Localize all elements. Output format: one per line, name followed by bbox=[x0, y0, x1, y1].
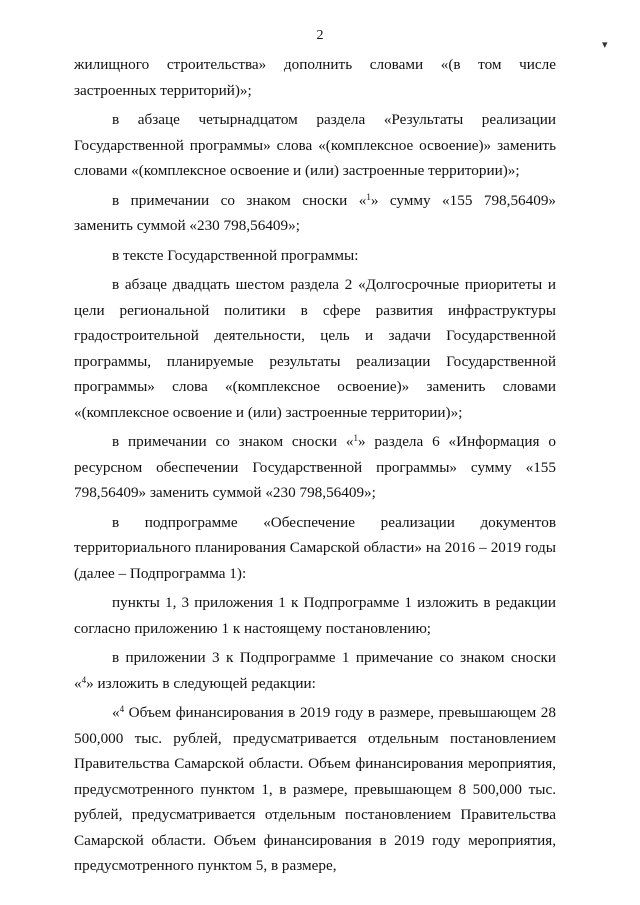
paragraph-2 bbox=[74, 107, 556, 184]
paragraph-3 bbox=[74, 188, 556, 239]
paragraph-text: в абзаце двадцать шестом раздела 2 «Долгосрочные приоритеты и цели региональной политики в сфере развития инфраструктуры градостроительной деятельности, цель и задачи Государственной программы, планируемые результаты реализации Государственной программы» слова «(комплексное освоение)» заменить словами «(комплексное освоение и (или) застроенные территории)»; bbox=[74, 276, 556, 421]
paragraph-9 bbox=[74, 645, 556, 696]
paragraph-text: в абзаце четырнадцатом раздела «Результаты реализации Государственной программы» слова «(комплексное освоение)» заменить словами «(комплексное освоение и (или) застроенные территории)»; bbox=[74, 111, 556, 179]
page-number: 2 bbox=[316, 28, 324, 43]
paragraph-text: в приложении 3 к Подпрограмме 1 примечание со знаком сноски « bbox=[74, 649, 556, 692]
paragraph-text: » раздела 6 «Информация о ресурсном обеспечении Государственной программы» сумму «155 798,56409» заменить суммой «230 798,56409»; bbox=[74, 433, 556, 501]
paragraph-text: в тексте Государственной программы: bbox=[112, 246, 359, 264]
footnote-mark: 1 bbox=[366, 191, 371, 202]
paragraph-text: в примечании со знаком сноски « bbox=[112, 191, 367, 209]
paragraph-text: в подпрограмме «Обеспечение реализации документов территориального планирования Самарской области» на 2016 – 2019 годы (далее – Подпрограмма 1): bbox=[74, 513, 556, 582]
footnote-mark: 4 bbox=[119, 704, 125, 714]
paragraph-7 bbox=[74, 510, 556, 587]
paragraph-text: « bbox=[112, 704, 120, 721]
paragraph-text: жилищного строительства» дополнить словами «(в том числе застроенных территорий)»; bbox=[74, 56, 556, 99]
paragraph-4 bbox=[74, 243, 556, 269]
paragraph-5 bbox=[74, 272, 556, 425]
footnote-mark: 4 bbox=[81, 674, 87, 685]
paragraph-6 bbox=[74, 429, 556, 506]
document-body bbox=[74, 52, 556, 883]
paragraph-1 bbox=[74, 52, 556, 103]
paragraph-8 bbox=[74, 590, 556, 641]
paragraph-text: пункты 1, 3 приложения 1 к Подпрограмме 1 изложить в редакции согласно приложению 1 к настоящему постановлению; bbox=[74, 594, 556, 637]
paragraph-text: » сумму «155 798,56409» заменить суммой «230 798,56409»; bbox=[74, 191, 557, 234]
paragraph-10 bbox=[74, 700, 556, 879]
footnote-mark: 1 bbox=[353, 433, 358, 443]
scan-mark: ▾ bbox=[602, 39, 608, 51]
paragraph-text: в примечании со знаком сноски « bbox=[112, 433, 354, 450]
paragraph-text: » изложить в следующей редакции: bbox=[86, 674, 316, 692]
paragraph-text: Объем финансирования в 2019 году в размере, превышающем 28 500,000 тыс. рублей, предусматривается отдельным постановлением Правительства Самарской области. Объем финансирования мероприятия, предусмотренного пунктом 1, в размере, превышающем 8 500,000 тыс. рублей, предусматривается отдельным постановлением Правительства Самарской области. Объем финансирования в 2019 году мероприятия, предусмотренного пунктом 5, в размере, bbox=[74, 704, 556, 874]
